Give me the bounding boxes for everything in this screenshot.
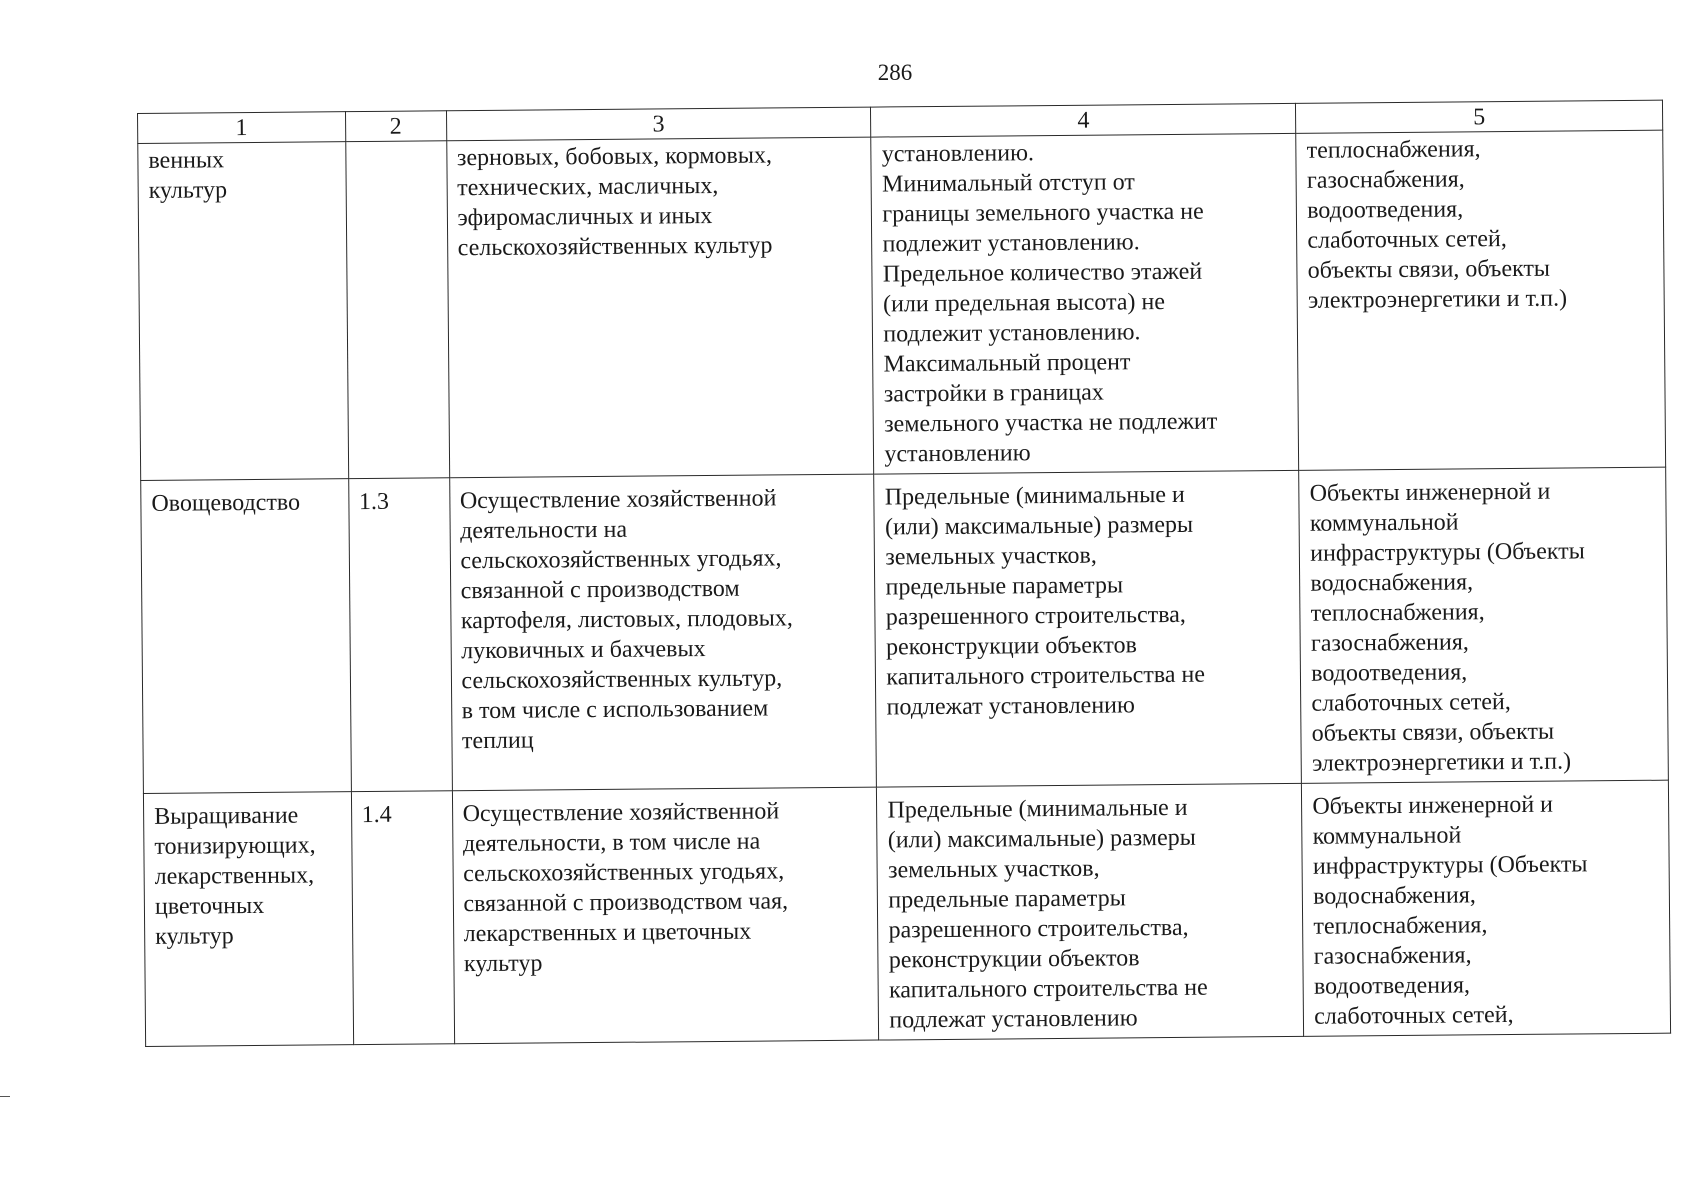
- cell-line: земельного участка не подлежит: [884, 408, 1218, 438]
- cell-line: луковичных и бахчевых: [461, 636, 706, 665]
- table-row: [141, 467, 1669, 793]
- cell-line: Осуществление хозяйственной: [459, 485, 777, 515]
- cell-line: водоотведения,: [1307, 196, 1464, 224]
- page-number: 286: [877, 60, 913, 85]
- cell-line: Объекты инженерной и: [1309, 478, 1551, 507]
- cell-line: капитального строительства не: [888, 974, 1208, 1004]
- cell-line: Предельное количество этажей: [882, 258, 1203, 288]
- cell-line: реконструкции объектов: [888, 945, 1140, 974]
- cell-description: [449, 474, 877, 791]
- table-row: [143, 780, 1670, 1046]
- cell-name: [143, 792, 353, 1047]
- cell-line: [356, 143, 436, 144]
- cell-line: водоснабжения,: [1310, 569, 1474, 597]
- cell-line: сельскохозяйственных угодьях,: [463, 858, 785, 888]
- cell-line: застройки в границах: [883, 379, 1104, 408]
- cell-line: зерновых, бобовых, кормовых,: [456, 142, 773, 172]
- land-use-table: [137, 100, 1671, 1047]
- cell-line: предельные параметры: [885, 572, 1124, 601]
- cell-line: (или предельная высота) не: [882, 289, 1166, 318]
- cell-line: подлежит установлению.: [883, 319, 1141, 348]
- cell-line: деятельности, в том числе на: [462, 828, 761, 858]
- cell-line: 1.4: [361, 801, 392, 829]
- cell-line: в том числе с использованием: [461, 695, 769, 725]
- cell-line: водоотведения,: [1313, 972, 1471, 1000]
- header-col-1: 1: [138, 112, 346, 144]
- cell-line: газоснабжения,: [1306, 166, 1465, 194]
- cell-line: теплоснабжения,: [1313, 912, 1488, 940]
- cell-line: установлению: [884, 440, 1031, 468]
- cell-name: [141, 479, 351, 794]
- cell-line: инфраструктуры (Объекты: [1312, 851, 1588, 880]
- cell-line: коммунальной: [1309, 509, 1459, 537]
- cell-line: (или) максимальные) размеры: [887, 824, 1196, 854]
- cell-line: картофеля, листовых, плодовых,: [460, 605, 793, 635]
- cell-infrastructure: [1302, 780, 1671, 1036]
- cell-line: тонизирующих,: [154, 832, 316, 860]
- header-col-2: 2: [345, 111, 446, 142]
- cell-line: Предельные (минимальные и: [887, 794, 1188, 824]
- cell-line: цветочных: [154, 892, 265, 920]
- cell-line: культур: [148, 177, 228, 204]
- cell-line: разрешенного строительства,: [885, 601, 1186, 631]
- header-col-3: 3: [446, 107, 871, 141]
- cell-line: технических, масличных,: [457, 172, 719, 202]
- cell-line: границы земельного участка не: [882, 198, 1204, 228]
- cell-line: газоснабжения,: [1313, 942, 1472, 970]
- cell-line: предельные параметры: [888, 885, 1126, 914]
- cell-line: сельскохозяйственных культур: [457, 232, 773, 262]
- cell-line: водоотведения,: [1311, 659, 1468, 687]
- cell-line: установлению.: [881, 140, 1035, 168]
- cell-line: Выращивание: [154, 802, 299, 830]
- cell-line: капитального строительства не: [886, 661, 1206, 691]
- cell-line: слаботочных сетей,: [1311, 689, 1511, 717]
- cell-line: слаботочных сетей,: [1314, 1002, 1514, 1030]
- cell-line: связанной с производством: [460, 575, 740, 605]
- cell-line: подлежат установлению: [886, 692, 1136, 721]
- cell-line: газоснабжения,: [1310, 629, 1469, 657]
- cell-line: Минимальный отступ от: [881, 169, 1135, 198]
- header-col-5: 5: [1296, 100, 1663, 133]
- cell-line: лекарственных и цветочных: [463, 918, 752, 948]
- cell-line: коммунальной: [1312, 822, 1462, 850]
- cell-line: земельных участков,: [885, 542, 1097, 571]
- cell-line: Овощеводство: [151, 489, 301, 517]
- cell-parameters: [874, 470, 1302, 787]
- cell-line: электроэнергетики и т.п.): [1307, 285, 1568, 314]
- cell-line: сельскохозяйственных угодьях,: [460, 545, 782, 575]
- cell-code: [345, 141, 449, 479]
- cell-line: земельных участков,: [887, 855, 1100, 884]
- cell-line: венных: [148, 147, 225, 174]
- header-col-4: 4: [871, 103, 1296, 137]
- cell-line: объекты связи, объекты: [1307, 255, 1551, 284]
- cell-description: [452, 787, 879, 1044]
- table-row: [138, 130, 1666, 480]
- cell-line: Предельные (минимальные и: [884, 481, 1185, 511]
- cell-line: связанной с производством чая,: [463, 888, 789, 918]
- cell-line: электроэнергетики и т.п.): [1311, 748, 1572, 777]
- cell-line: сельскохозяйственных культур,: [461, 665, 783, 695]
- cell-line: водоснабжения,: [1313, 882, 1476, 910]
- cell-line: подлежат установлению: [889, 1005, 1138, 1034]
- cell-line: Осуществление хозяйственной: [462, 798, 780, 828]
- cell-infrastructure: [1296, 130, 1666, 470]
- cell-code: [348, 478, 452, 792]
- cell-line: эфиромасличных и иных: [457, 202, 713, 232]
- margin-mark: [0, 1096, 10, 1097]
- cell-description: [446, 137, 874, 478]
- cell-line: теплоснабжения,: [1310, 599, 1485, 627]
- cell-line: разрешенного строительства,: [888, 914, 1189, 944]
- cell-line: подлежит установлению.: [882, 229, 1140, 258]
- cell-parameters: [877, 783, 1304, 1040]
- cell-line: Максимальный процент: [883, 349, 1131, 378]
- cell-line: теплиц: [461, 727, 534, 755]
- cell-infrastructure: [1299, 467, 1668, 783]
- cell-line: Объекты инженерной и: [1312, 791, 1554, 820]
- cell-line: инфраструктуры (Объекты: [1310, 538, 1585, 567]
- cell-line: культур: [155, 923, 234, 950]
- cell-line: (или) максимальные) размеры: [884, 511, 1194, 541]
- cell-line: 1.3: [358, 488, 390, 516]
- cell-line: слаботочных сетей,: [1307, 226, 1507, 254]
- cell-code: [351, 791, 454, 1045]
- cell-line: теплоснабжения,: [1306, 136, 1481, 164]
- cell-parameters: [871, 133, 1299, 474]
- cell-line: лекарственных,: [154, 862, 315, 890]
- cell-line: деятельности на: [460, 516, 628, 545]
- cell-line: культур: [463, 950, 543, 978]
- cell-line: объекты связи, объекты: [1311, 718, 1555, 747]
- cell-line: реконструкции объектов: [885, 632, 1137, 661]
- cell-name: [138, 142, 348, 481]
